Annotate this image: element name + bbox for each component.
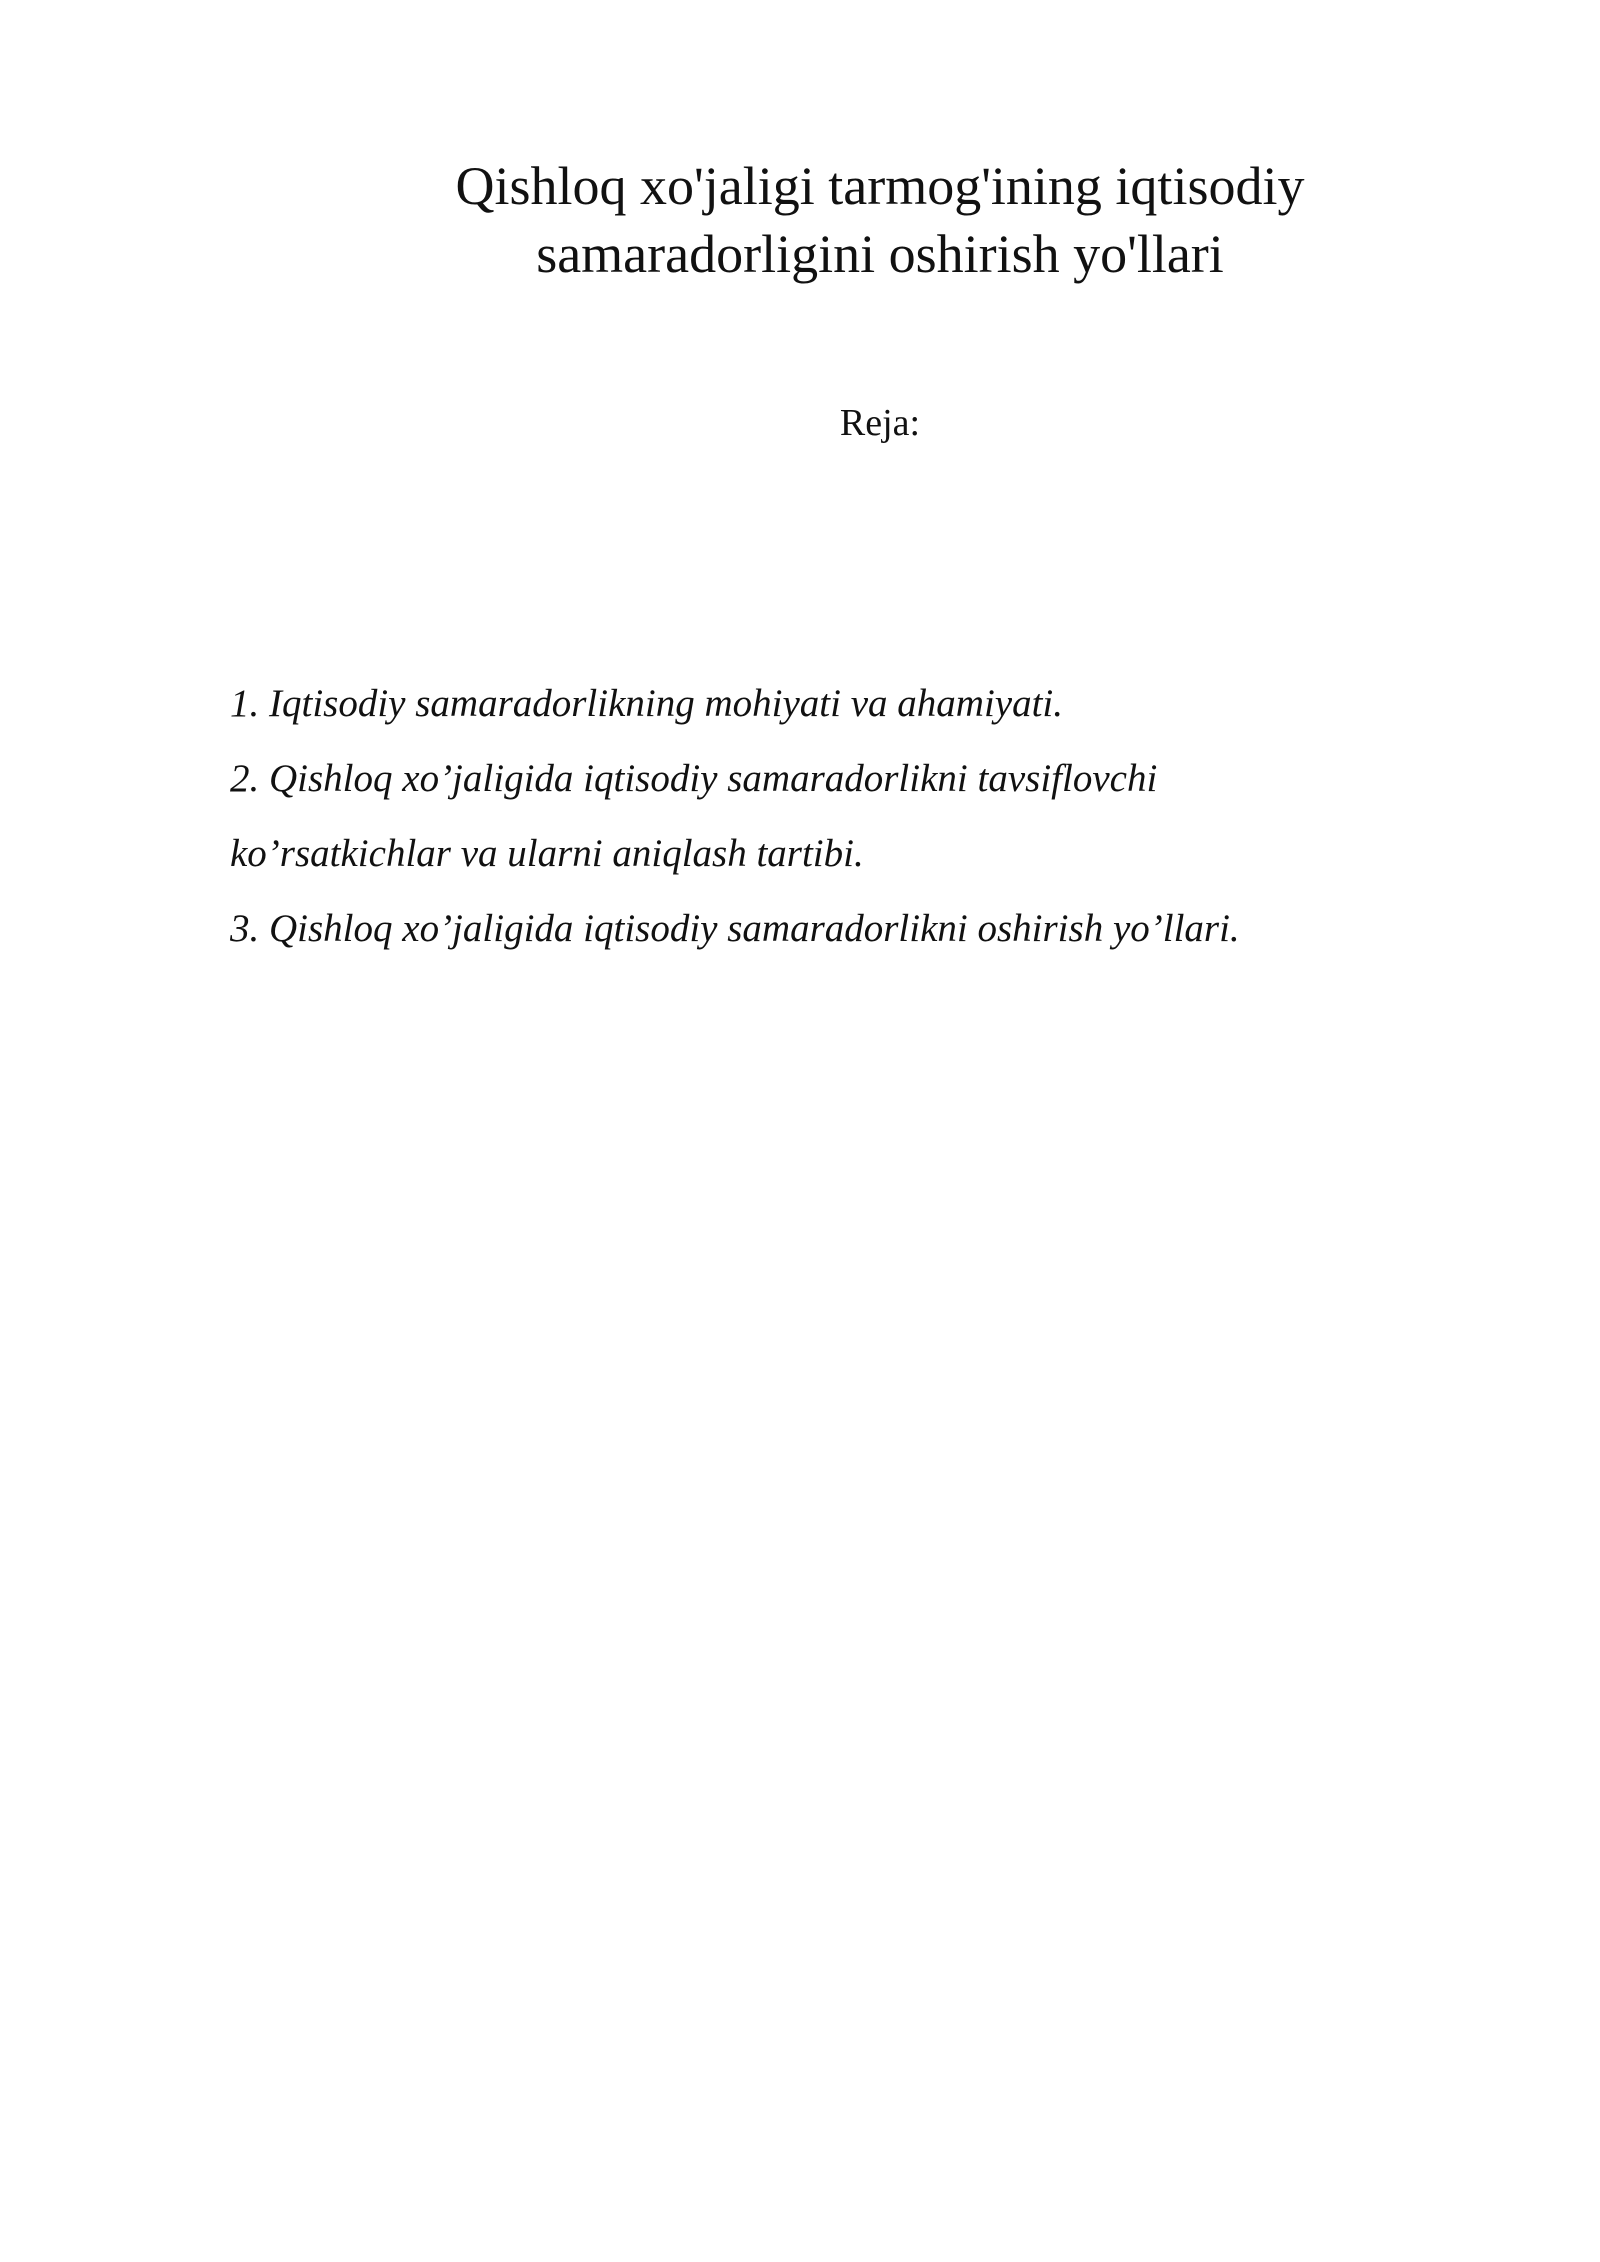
title-line-2: samaradorligini oshirish yo'llari xyxy=(536,224,1224,284)
plan-item: 3. Qishloq xo’jaligida iqtisodiy samaradorlikni oshirish yo’llari. xyxy=(230,907,1240,950)
plan-heading: Reja: xyxy=(839,402,921,444)
plan-item: 2. Qishloq xo’jaligida iqtisodiy samaradorlikni tavsiflovchi xyxy=(230,757,1158,800)
plan-item: 1. Iqtisodiy samaradorlikning mohiyati va ahamiyati. xyxy=(230,682,1064,725)
title-line-1: Qishloq xo'jaligi tarmog'ining iqtisodiy xyxy=(455,156,1305,216)
plan-item: ko’rsatkichlar va ularni aniqlash tartibi. xyxy=(230,832,864,875)
document-title xyxy=(330,152,1430,288)
plan-list xyxy=(230,666,1430,966)
